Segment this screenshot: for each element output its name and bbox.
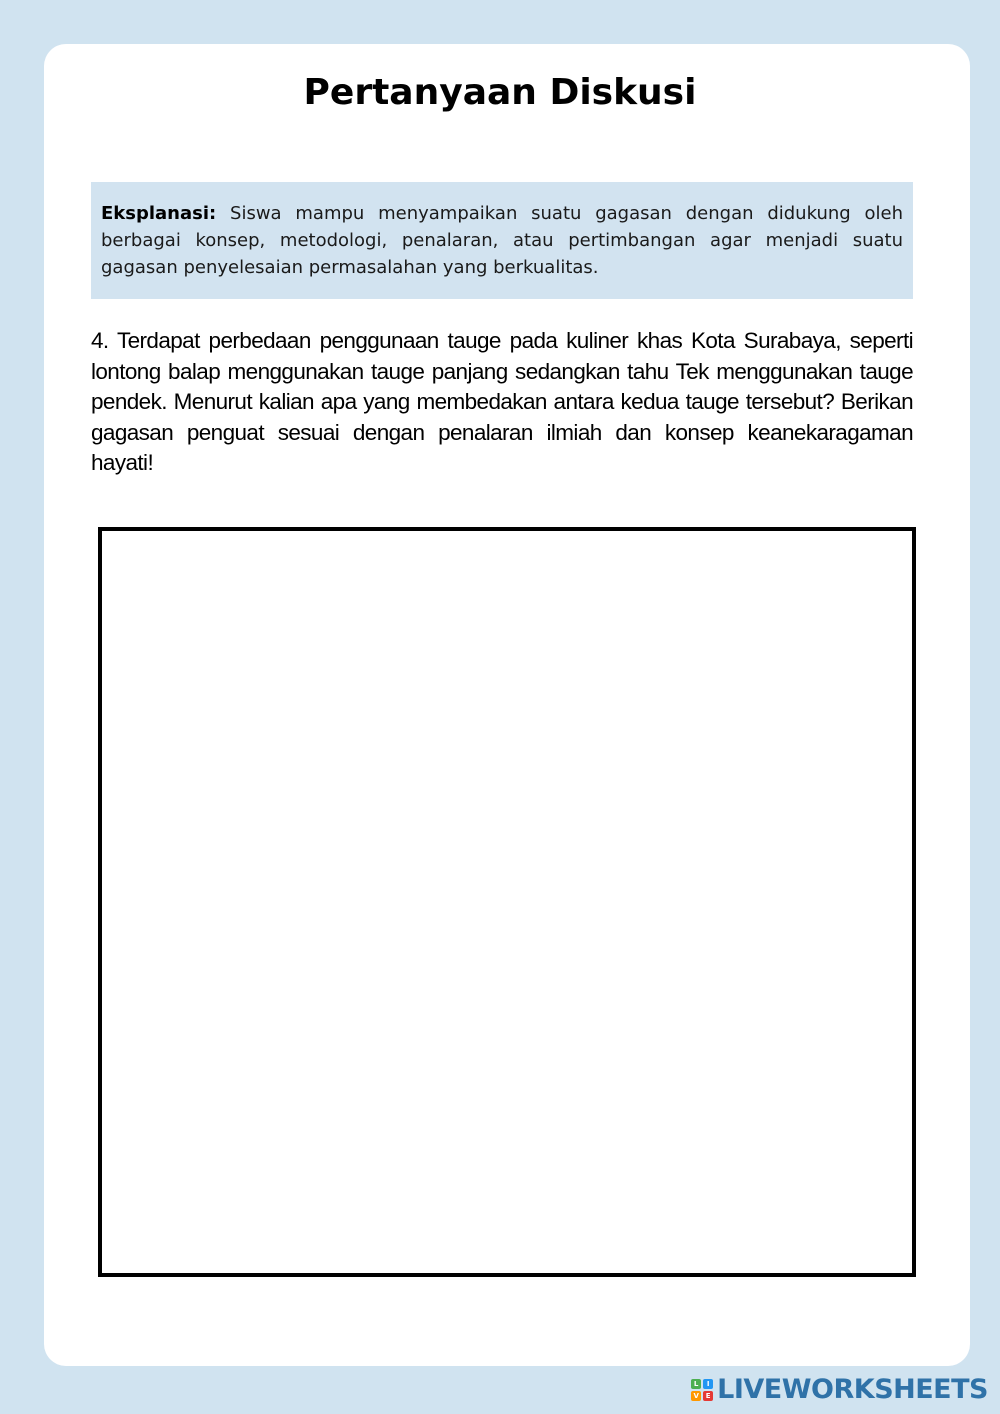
- liveworksheets-logo: [691, 1372, 988, 1408]
- logo-letter-e: E: [703, 1391, 713, 1401]
- liveworksheets-wordmark: LIVEWORKSHEETS: [717, 1374, 988, 1405]
- explanation-box: [91, 182, 913, 299]
- logo-letter-i: I: [703, 1379, 713, 1389]
- logo-letter-v: V: [691, 1391, 701, 1401]
- question-text: 4. Terdapat perbedaan penggunaan tauge pada kuliner khas Kota Surabaya, seperti lontong balap menggunakan tauge panjang sedangkan tahu Tek menggunakan tauge pendek. Menurut kalian apa yang membedakan antara kedua tauge tersebut? Berikan gagasan penguat sesuai dengan penalaran ilmiah dan konsep keanekaragaman hayati!: [91, 328, 913, 475]
- answer-text-box[interactable]: [98, 527, 916, 1277]
- liveworksheets-icon: [691, 1379, 713, 1401]
- explanation-label: Eksplanasi:: [101, 203, 217, 224]
- page-title: Pertanyaan Diskusi: [303, 72, 697, 113]
- logo-letter-l: L: [691, 1379, 701, 1389]
- explanation-text: Siswa mampu menyampaikan suatu gagasan dengan didukung oleh berbagai konsep, metodologi, penalaran, atau pertimbangan agar menjadi suatu gagasan penyelesaian permasalahan yang berkualitas.: [101, 203, 903, 278]
